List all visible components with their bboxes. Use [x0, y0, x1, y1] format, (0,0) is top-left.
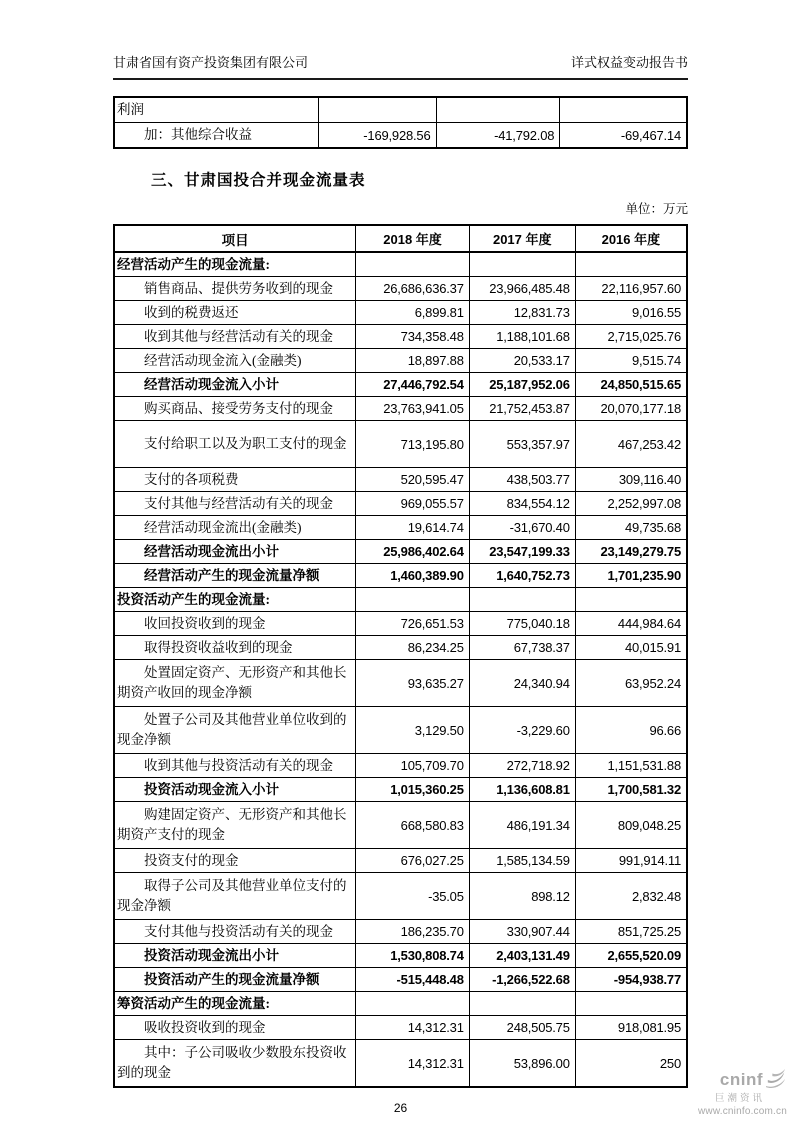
- table-row: [114, 468, 687, 492]
- cninfo-logo: [639, 1068, 787, 1117]
- table-row: [114, 849, 687, 873]
- row-value: [560, 97, 687, 123]
- row-value: 93,635.27: [356, 660, 469, 707]
- row-label: 投资活动现金流出小计: [114, 944, 356, 968]
- row-value: 248,505.75: [469, 1016, 575, 1040]
- row-value: -35.05: [356, 873, 469, 920]
- cninfo-cn-name: 巨潮资讯: [714, 1092, 765, 1104]
- row-value: 991,914.11: [575, 849, 687, 873]
- column-header-item: 项目: [114, 225, 356, 252]
- row-value: 23,547,199.33: [469, 540, 575, 564]
- row-value: 1,015,360.25: [356, 778, 469, 802]
- row-value: 1,460,389.90: [356, 564, 469, 588]
- row-value: 330,907.44: [469, 920, 575, 944]
- row-value: 775,040.18: [469, 612, 575, 636]
- row-value: 2,252,997.08: [575, 492, 687, 516]
- row-label: 吸收投资收到的现金: [114, 1016, 356, 1040]
- row-value: 438,503.77: [469, 468, 575, 492]
- column-header-2018: 2018 年度: [356, 225, 469, 252]
- row-value: 851,725.25: [575, 920, 687, 944]
- row-value: 2,715,025.76: [575, 325, 687, 349]
- row-value: [356, 588, 469, 612]
- table-row: [114, 754, 687, 778]
- row-value: [469, 992, 575, 1016]
- row-value: 668,580.83: [356, 802, 469, 849]
- row-value: 23,966,485.48: [469, 277, 575, 301]
- column-header-2016: 2016 年度: [575, 225, 687, 252]
- header-row: [114, 225, 687, 252]
- row-value: 3,129.50: [356, 707, 469, 754]
- cash-flow-table: [113, 224, 688, 1088]
- column-header-2017: 2017 年度: [469, 225, 575, 252]
- table-row: [114, 612, 687, 636]
- row-label: 处置子公司及其他营业单位收到的现金净额: [114, 707, 356, 754]
- row-value: 67,738.37: [469, 636, 575, 660]
- row-value: -41,792.08: [436, 123, 560, 149]
- row-label: 投资活动产生的现金流量净额: [114, 968, 356, 992]
- row-label: 投资活动现金流入小计: [114, 778, 356, 802]
- row-label: 经营活动产生的现金流量:: [114, 252, 356, 277]
- row-value: 63,952.24: [575, 660, 687, 707]
- row-label: 取得投资收益收到的现金: [114, 636, 356, 660]
- table-row: [114, 778, 687, 802]
- row-value: 49,735.68: [575, 516, 687, 540]
- row-label: 其中：子公司吸收少数股东投资收到的现金: [114, 1040, 356, 1088]
- table-row: [114, 1016, 687, 1040]
- row-value: 105,709.70: [356, 754, 469, 778]
- row-value: 24,850,515.65: [575, 373, 687, 397]
- table-row: [114, 252, 687, 277]
- row-label: 收回投资收到的现金: [114, 612, 356, 636]
- row-label: 经营活动现金流入小计: [114, 373, 356, 397]
- row-value: 20,070,177.18: [575, 397, 687, 421]
- row-value: 40,015.91: [575, 636, 687, 660]
- row-label: 经营活动现金流出小计: [114, 540, 356, 564]
- table-row: [114, 301, 687, 325]
- row-label: 经营活动现金流入(金融类): [114, 349, 356, 373]
- row-value: -3,229.60: [469, 707, 575, 754]
- row-value: -31,670.40: [469, 516, 575, 540]
- row-value: [575, 252, 687, 277]
- cninfo-swirl-icon: [765, 1068, 787, 1093]
- row-value: 2,403,131.49: [469, 944, 575, 968]
- row-label: 购买商品、接受劳务支付的现金: [114, 397, 356, 421]
- table-row: [114, 968, 687, 992]
- row-value: 1,640,752.73: [469, 564, 575, 588]
- row-label: 利润: [114, 97, 319, 123]
- row-value: 12,831.73: [469, 301, 575, 325]
- row-value: [575, 992, 687, 1016]
- table-row: [114, 373, 687, 397]
- cninfo-brand-text: cninf: [719, 1069, 763, 1089]
- row-value: 734,358.48: [356, 325, 469, 349]
- table-row: [114, 492, 687, 516]
- cash-flow-table-header: [114, 225, 687, 252]
- row-value: 9,515.74: [575, 349, 687, 373]
- row-value: -69,467.14: [560, 123, 687, 149]
- row-label: 处置固定资产、无形资产和其他长期资产收回的现金净额: [114, 660, 356, 707]
- table-row: [114, 992, 687, 1016]
- row-label: 支付的各项税费: [114, 468, 356, 492]
- row-value: 86,234.25: [356, 636, 469, 660]
- row-value: 14,312.31: [356, 1040, 469, 1088]
- row-value: 23,763,941.05: [356, 397, 469, 421]
- row-value: -515,448.48: [356, 968, 469, 992]
- row-value: 21,752,453.87: [469, 397, 575, 421]
- carryover-table: [113, 96, 688, 149]
- row-value: 1,700,581.32: [575, 778, 687, 802]
- table-row: [114, 277, 687, 301]
- row-value: 27,446,792.54: [356, 373, 469, 397]
- table-row: [114, 325, 687, 349]
- row-value: [356, 252, 469, 277]
- row-value: -954,938.77: [575, 968, 687, 992]
- row-value: [469, 588, 575, 612]
- row-value: 444,984.64: [575, 612, 687, 636]
- table-row: [114, 564, 687, 588]
- row-value: -169,928.56: [319, 123, 436, 149]
- row-value: 24,340.94: [469, 660, 575, 707]
- row-value: [436, 97, 560, 123]
- row-value: 1,530,808.74: [356, 944, 469, 968]
- row-label: 筹资活动产生的现金流量:: [114, 992, 356, 1016]
- row-value: 9,016.55: [575, 301, 687, 325]
- cninfo-brand-row: [639, 1068, 787, 1093]
- row-value: 1,151,531.88: [575, 754, 687, 778]
- row-value: 19,614.74: [356, 516, 469, 540]
- cninfo-url: www.cninfo.com.cn: [698, 1106, 787, 1118]
- row-value: [575, 588, 687, 612]
- row-value: [319, 97, 436, 123]
- row-value: 898.12: [469, 873, 575, 920]
- table-row: [114, 540, 687, 564]
- row-value: 713,195.80: [356, 421, 469, 468]
- row-value: 25,986,402.64: [356, 540, 469, 564]
- row-label: 支付给职工以及为职工支付的现金: [114, 421, 356, 468]
- row-value: 553,357.97: [469, 421, 575, 468]
- row-value: 918,081.95: [575, 1016, 687, 1040]
- row-value: 18,897.88: [356, 349, 469, 373]
- row-value: 14,312.31: [356, 1016, 469, 1040]
- table-row: [114, 944, 687, 968]
- row-value: 22,116,957.60: [575, 277, 687, 301]
- row-value: 186,235.70: [356, 920, 469, 944]
- table-row: [114, 349, 687, 373]
- table-row: [114, 516, 687, 540]
- row-value: 2,655,520.09: [575, 944, 687, 968]
- row-value: 1,136,608.81: [469, 778, 575, 802]
- row-label: 收到其他与经营活动有关的现金: [114, 325, 356, 349]
- row-value: 20,533.17: [469, 349, 575, 373]
- row-label: 取得子公司及其他营业单位支付的现金净额: [114, 873, 356, 920]
- row-label: 支付其他与投资活动有关的现金: [114, 920, 356, 944]
- row-label: 投资支付的现金: [114, 849, 356, 873]
- row-label: 收到的税费返还: [114, 301, 356, 325]
- table-row: [114, 920, 687, 944]
- row-label: 经营活动产生的现金流量净额: [114, 564, 356, 588]
- table-row: [114, 636, 687, 660]
- row-value: 272,718.92: [469, 754, 575, 778]
- row-value: 53,896.00: [469, 1040, 575, 1088]
- row-value: 309,116.40: [575, 468, 687, 492]
- row-value: 2,832.48: [575, 873, 687, 920]
- table-row: [114, 802, 687, 849]
- running-header: [113, 0, 688, 80]
- table-row: [114, 707, 687, 754]
- row-label: 收到其他与投资活动有关的现金: [114, 754, 356, 778]
- row-value: 1,188,101.68: [469, 325, 575, 349]
- row-value: [469, 252, 575, 277]
- row-label: 经营活动现金流出(金融类): [114, 516, 356, 540]
- table-row: [114, 123, 687, 149]
- header-company-name: 甘肃省国有资产投资集团有限公司: [113, 55, 309, 70]
- row-label: 购建固定资产、无形资产和其他长期资产支付的现金: [114, 802, 356, 849]
- row-label: 销售商品、提供劳务收到的现金: [114, 277, 356, 301]
- table-row: [114, 873, 687, 920]
- row-label: 加：其他综合收益: [114, 123, 319, 149]
- header-doc-title: 详式权益变动报告书: [570, 55, 688, 70]
- page-content: [113, 0, 688, 1122]
- row-value: 1,585,134.59: [469, 849, 575, 873]
- row-value: 25,187,952.06: [469, 373, 575, 397]
- row-value: 26,686,636.37: [356, 277, 469, 301]
- row-label: 支付其他与经营活动有关的现金: [114, 492, 356, 516]
- table-row: [114, 588, 687, 612]
- row-value: 809,048.25: [575, 802, 687, 849]
- section-title: 三、甘肃国投合并现金流量表: [151, 172, 366, 189]
- row-value: 250: [575, 1040, 687, 1088]
- row-value: 23,149,279.75: [575, 540, 687, 564]
- table-row: [114, 397, 687, 421]
- row-value: 969,055.57: [356, 492, 469, 516]
- row-value: 520,595.47: [356, 468, 469, 492]
- row-value: 834,554.12: [469, 492, 575, 516]
- row-value: 726,651.53: [356, 612, 469, 636]
- row-label: 投资活动产生的现金流量:: [114, 588, 356, 612]
- row-value: 486,191.34: [469, 802, 575, 849]
- row-value: 676,027.25: [356, 849, 469, 873]
- row-value: 1,701,235.90: [575, 564, 687, 588]
- table-row: [114, 97, 687, 123]
- page-number: 26: [393, 1101, 408, 1115]
- table-row: [114, 421, 687, 468]
- row-value: 467,253.42: [575, 421, 687, 468]
- unit-label: 单位：万元: [625, 202, 688, 216]
- row-value: [356, 992, 469, 1016]
- table-row: [114, 660, 687, 707]
- row-value: -1,266,522.68: [469, 968, 575, 992]
- row-value: 96.66: [575, 707, 687, 754]
- row-value: 6,899.81: [356, 301, 469, 325]
- table-row: [114, 1040, 687, 1088]
